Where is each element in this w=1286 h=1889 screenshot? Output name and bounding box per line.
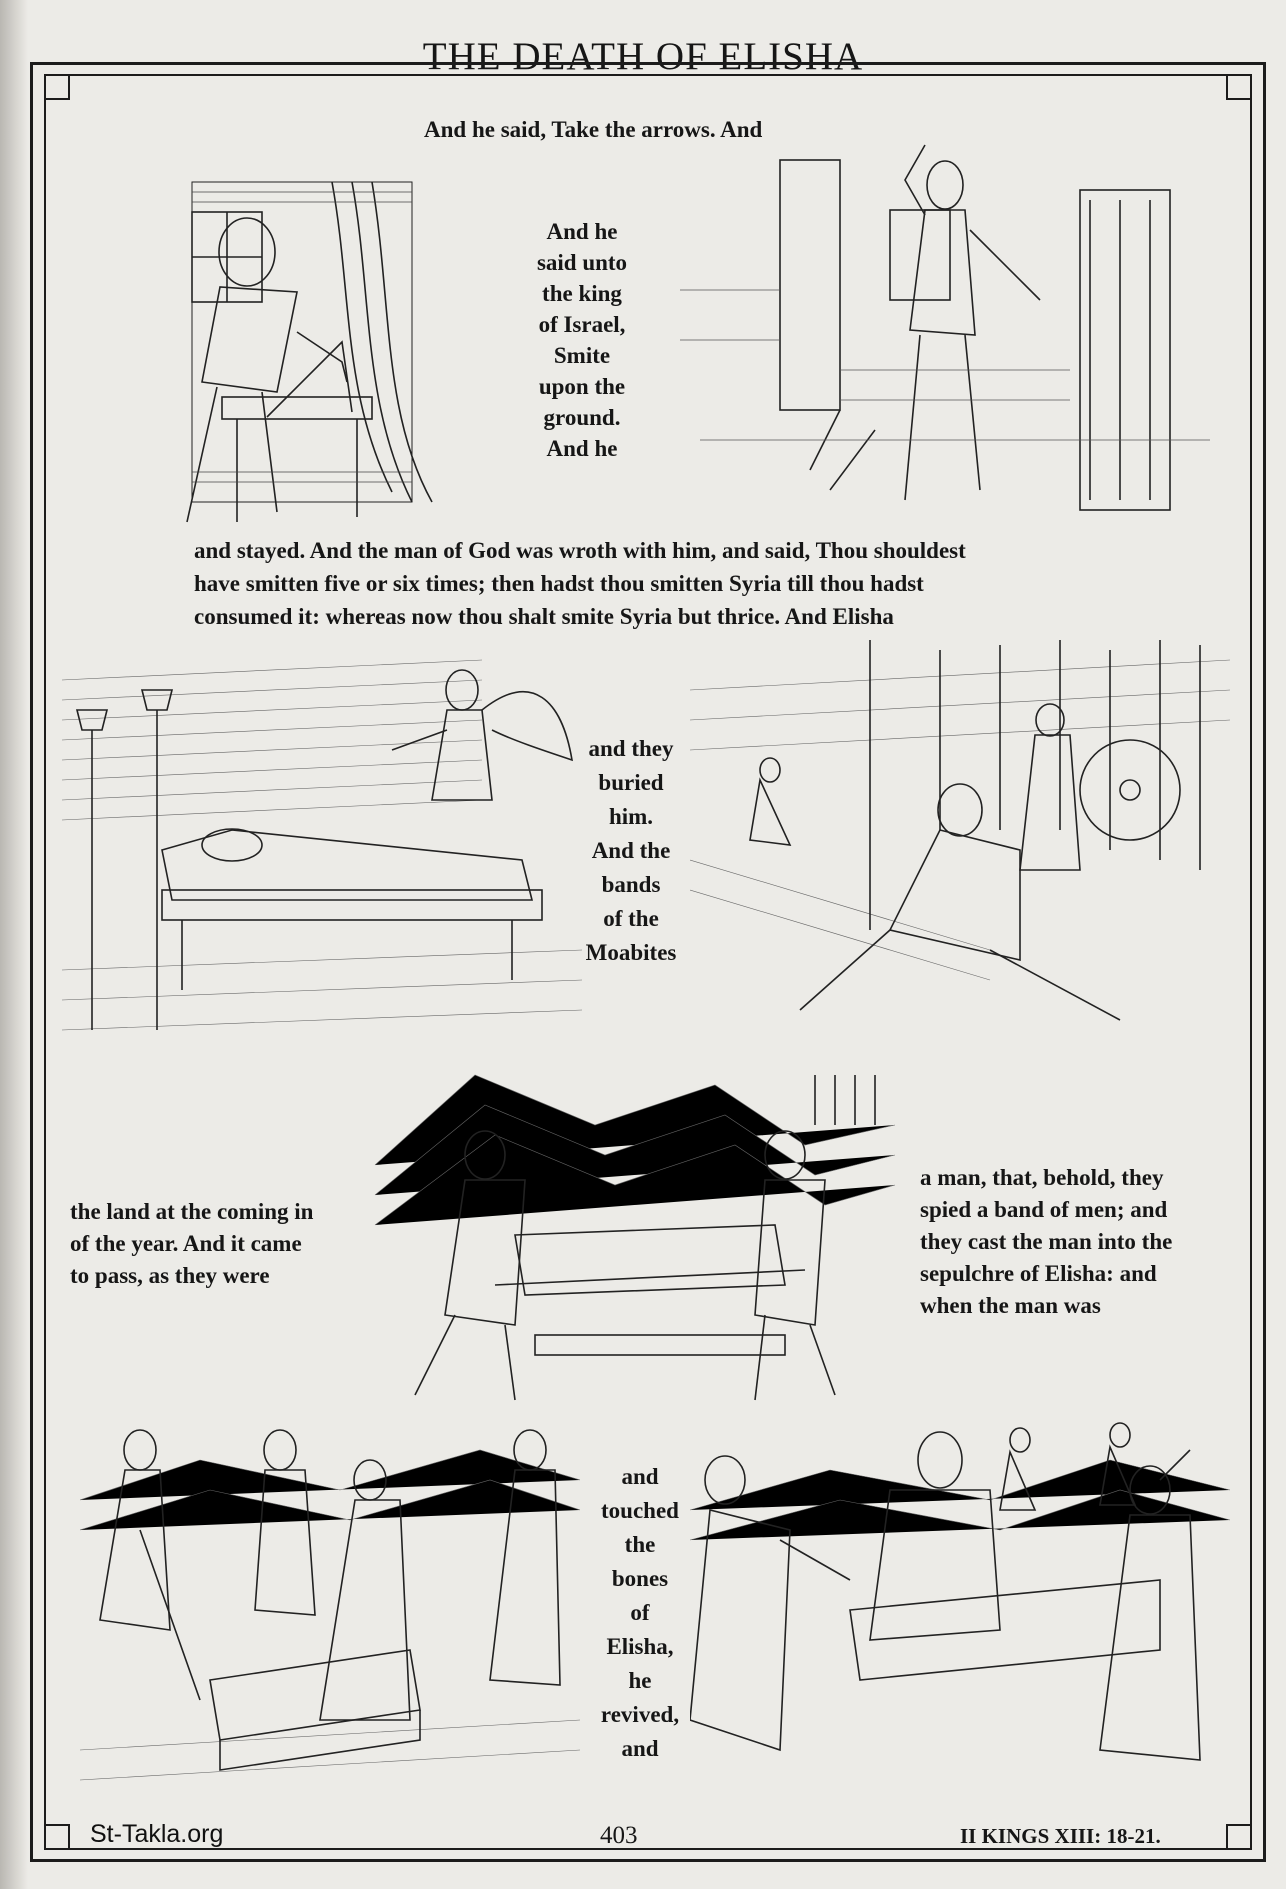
passage-6-line: a man, that, behold, they [920, 1165, 1164, 1190]
passage-1: And he said, Take the arrows. And [424, 117, 763, 142]
passage-2-line: the king [542, 281, 622, 306]
passage-2-line: said unto [536, 250, 628, 275]
king-striking-ground-illustration [680, 140, 1220, 525]
men-digging-grave-illustration [80, 1420, 580, 1810]
passage-6-line: when the man was [920, 1293, 1101, 1318]
passage-4-line: him. [608, 804, 654, 829]
passage-4-line: And the [591, 838, 671, 863]
passage-4-line: Moabites [585, 940, 677, 965]
passage-6-line: spied a band of men; and [920, 1197, 1168, 1222]
passage-7-line: and [621, 1736, 659, 1761]
passage-5 [70, 1196, 313, 1292]
page-number: 403 [600, 1822, 638, 1849]
passage-5-line: the land at the coming in [70, 1199, 314, 1224]
passage-3-line: and stayed. And the man of God was wroth with him, and said, Thou shouldest [194, 538, 966, 563]
frame-corner-top-left [44, 74, 70, 100]
passage-2-line: ground. [543, 405, 621, 430]
passage-7-line: and [621, 1464, 659, 1489]
moabite-soldiers-illustration [690, 630, 1230, 1050]
passage-7-line: touched [601, 1498, 679, 1523]
passage-6 [920, 1162, 1172, 1322]
passage-2-line: of Israel, [538, 312, 626, 337]
elisha-deathbed-drawing [62, 640, 582, 1050]
passage-7-line: he [628, 1668, 652, 1693]
passage-7-line: revived, [600, 1702, 680, 1727]
passage-5-line: to pass, as they were [70, 1263, 270, 1288]
man-revived-drawing [690, 1420, 1230, 1820]
frame-corner-bottom-right [1226, 1824, 1252, 1850]
king-striking-ground-drawing [680, 140, 1220, 525]
scripture-reference: II KINGS XIII: 18-21. [960, 1824, 1161, 1848]
passage-2-line: And he [546, 219, 618, 244]
men-carrying-bier-drawing [355, 1055, 915, 1415]
passage-7-line: Elisha, [606, 1634, 674, 1659]
passage-2-line: Smite [553, 343, 611, 368]
passage-7-line: of [630, 1600, 650, 1625]
passage-5-line: of the year. And it came [70, 1231, 302, 1256]
passage-4-line: of the [603, 906, 659, 931]
king-with-arrows-illustration [92, 172, 492, 532]
passage-6-line: sepulchre of Elisha: and [920, 1261, 1157, 1286]
moabite-soldiers-drawing [690, 630, 1230, 1050]
passage-7-line: the [624, 1532, 656, 1557]
elisha-deathbed-illustration [62, 640, 582, 1050]
frame-corner-top-right [1226, 74, 1252, 100]
passage-6-line: they cast the man into the [920, 1229, 1173, 1254]
passage-4-line: bands [601, 872, 661, 897]
passage-2 [512, 216, 652, 464]
passage-4 [566, 732, 696, 970]
men-digging-grave-drawing [80, 1420, 580, 1810]
passage-4-line: and they [588, 736, 674, 761]
passage-3-line: consumed it: whereas now thou shalt smite Syria but thrice. And Elisha [194, 604, 894, 629]
king-with-arrows-drawing [92, 172, 492, 532]
passage-2-line: And he [546, 436, 618, 461]
passage-7 [590, 1460, 690, 1766]
passage-3-line: have smitten five or six times; then hadst thou smitten Syria till thou hadst [194, 571, 924, 596]
men-carrying-bier-illustration [355, 1055, 915, 1415]
passage-7-line: bones [611, 1566, 669, 1591]
book-spine-shadow [0, 0, 28, 1889]
man-revived-illustration [690, 1420, 1230, 1820]
passage-4-line: buried [598, 770, 664, 795]
page-title: THE DEATH OF ELISHA [422, 35, 864, 79]
passage-3 [194, 534, 966, 633]
site-watermark: St-Takla.org [90, 1820, 224, 1848]
passage-2-line: upon the [538, 374, 626, 399]
frame-corner-bottom-left [44, 1824, 70, 1850]
